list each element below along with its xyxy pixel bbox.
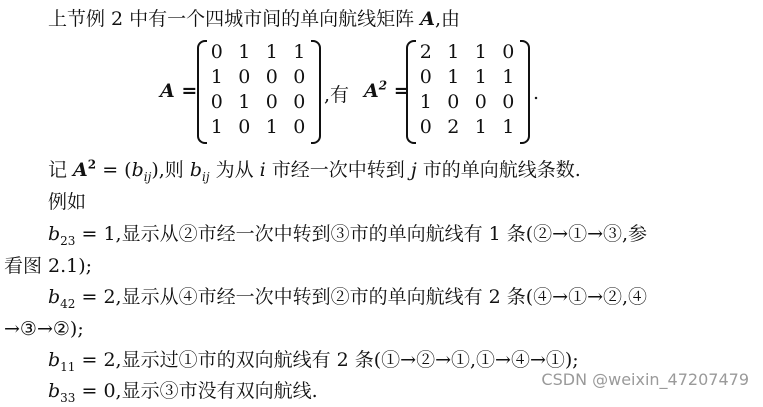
def-ij2: ij [201, 169, 210, 184]
matrix-cell: 1 [474, 41, 487, 63]
matrix-cell: 0 [502, 41, 515, 63]
matrix-A2 [412, 40, 522, 140]
lhs-A: A = [160, 80, 198, 102]
example-b23-cont: 看图 2.1); [4, 255, 93, 277]
matrix-cell: 1 [502, 66, 515, 88]
matrix-cell: 1 [474, 66, 487, 88]
example-text: = 2,显示从④市经一次中转到②市的单向航线有 2 条(④→①→②,④ [75, 286, 648, 308]
matrix-cell: 0 [502, 91, 515, 113]
b-subscript: 42 [60, 296, 76, 311]
matrix-cell: 0 [293, 116, 306, 138]
matrix-cell: 1 [447, 41, 460, 63]
def-mid: ),则 [151, 159, 190, 181]
matrix-cell: 0 [238, 116, 251, 138]
def-A: A [73, 159, 88, 181]
def-mid3: 市经一次中转到 [265, 159, 411, 181]
matrix-cell: 1 [238, 91, 251, 113]
matrix-cell: 0 [293, 66, 306, 88]
connector-text: ,有 [324, 84, 350, 106]
b-symbol: b [48, 286, 61, 308]
example-label: 例如 [48, 191, 87, 213]
matrix-cell: 1 [502, 116, 515, 138]
def-mid2: 为从 [209, 159, 260, 181]
def-eq: = ( [96, 159, 132, 181]
def-end: 市的单向航线条数. [416, 159, 581, 181]
def-ij: ij [143, 169, 152, 184]
matrix-cell: 1 [210, 66, 223, 88]
matrix-cell: 1 [447, 66, 460, 88]
matrix-cell: 1 [419, 91, 432, 113]
matrix-cell: 0 [265, 66, 278, 88]
matrix-cell: 2 [419, 41, 432, 63]
matrix-cell: 1 [265, 116, 278, 138]
a2-equals: = [387, 80, 410, 102]
lhs-A2 [364, 80, 410, 102]
a2-symbol: A [364, 80, 379, 102]
intro-tail: ,由 [434, 8, 461, 30]
example-b42-cont: →③→②); [4, 318, 84, 340]
b-symbol: b [48, 380, 61, 402]
matrix-cell: 0 [238, 66, 251, 88]
matrix-cell: 0 [293, 91, 306, 113]
example-b11 [48, 349, 579, 374]
def-exp: 2 [87, 157, 97, 172]
intro-line [48, 8, 460, 30]
example-text: = 0,显示③市没有双向航线. [75, 380, 318, 402]
example-text: = 1,显示从②市经一次中转到③市的单向航线有 1 条(②→①→③,参 [75, 223, 648, 245]
matrix-cell: 1 [265, 41, 278, 63]
example-b42 [48, 286, 648, 311]
definition-line [48, 157, 581, 184]
def-j: j [410, 159, 417, 181]
a2-exponent: 2 [378, 78, 388, 93]
b-subscript: 23 [60, 233, 76, 248]
example-b23 [48, 223, 648, 248]
matrix-cell: 1 [210, 116, 223, 138]
matrix-cell: 1 [474, 116, 487, 138]
matrix-cell: 1 [238, 41, 251, 63]
matrix-cell: 0 [419, 116, 432, 138]
watermark: CSDN @weixin_47207479 [541, 370, 749, 389]
matrix-cell: 0 [419, 66, 432, 88]
matrix-cell: 2 [447, 116, 460, 138]
matrix-symbol: A [420, 8, 435, 30]
b-symbol: b [48, 349, 61, 371]
example-text: = 2,显示过①市的双向航线有 2 条(①→②→①,①→④→①); [75, 349, 579, 371]
matrix-cell: 0 [210, 41, 223, 63]
matrix-cell: 0 [474, 91, 487, 113]
def-i: i [259, 159, 266, 181]
def-b: b [131, 159, 144, 181]
def-b2: b [189, 159, 202, 181]
b-subscript: 33 [60, 390, 76, 405]
example-b33 [48, 380, 318, 405]
matrix-cell: 0 [210, 91, 223, 113]
matrix-cell: 1 [293, 41, 306, 63]
matrix-a2-right-bracket [520, 40, 530, 144]
matrix-cell: 0 [265, 91, 278, 113]
matrix-a-right-bracket [311, 40, 321, 144]
intro-text: 上节例 2 中有一个四城市间的单向航线矩阵 [48, 8, 421, 30]
def-pre: 记 [48, 159, 74, 181]
matrix-A [203, 40, 313, 140]
equation-period: . [533, 82, 540, 104]
b-symbol: b [48, 223, 61, 245]
matrix-cell: 0 [447, 91, 460, 113]
b-subscript: 11 [60, 359, 76, 374]
